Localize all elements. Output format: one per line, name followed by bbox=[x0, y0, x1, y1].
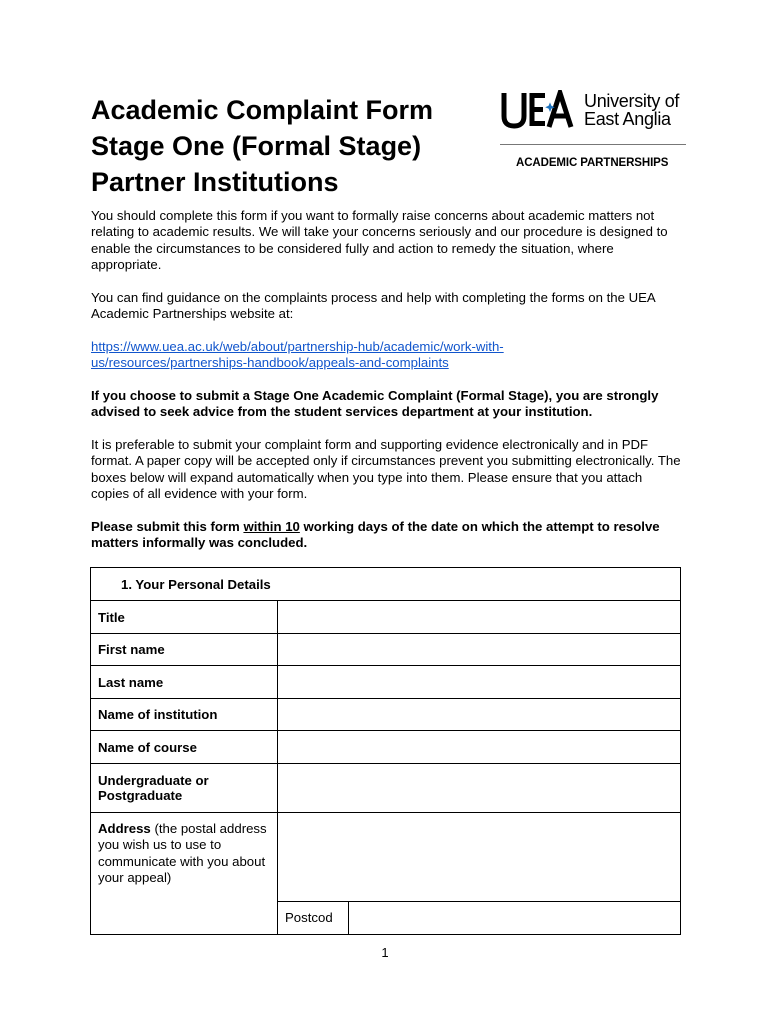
title-label: Title bbox=[91, 601, 278, 634]
last-name-label: Last name bbox=[91, 666, 278, 699]
deadline-emphasis: within 10 bbox=[243, 519, 300, 534]
address-field[interactable] bbox=[278, 813, 681, 902]
guidance-paragraph: You can find guidance on the complaints process and help with completing the forms on the UEA Academic Partnerships website at: bbox=[91, 290, 655, 322]
title-line-3: Partner Institutions bbox=[91, 167, 339, 197]
logo-subtitle: ACADEMIC PARTNERSHIPS bbox=[516, 157, 669, 169]
title-line-1: Academic Complaint Form bbox=[91, 95, 434, 125]
course-label: Name of course bbox=[91, 731, 278, 764]
title-field[interactable] bbox=[278, 601, 681, 634]
level-field[interactable] bbox=[278, 764, 681, 813]
guidance-link-block bbox=[91, 339, 681, 372]
first-name-label: First name bbox=[91, 634, 278, 666]
address-label: Address (the postal address you wish us to use to communicate with you about your appeal) bbox=[91, 813, 278, 935]
course-field[interactable] bbox=[278, 731, 681, 764]
deadline-paragraph: Please submit this form within 10 working days of the date on which the attempt to resolve matters informally was concluded. bbox=[91, 519, 660, 551]
institution-label: Name of institution bbox=[91, 699, 278, 731]
intro-paragraph: You should complete this form if you want to formally raise concerns about academic matters not relating to academic results. We will take your concerns seriously and our procedure is designed to enable the circumstances to be considered fully and action to remedy the situation, where appropriate. bbox=[91, 208, 668, 272]
title-line-2: Stage One (Formal Stage) bbox=[91, 131, 422, 161]
postcode-label: Postcod bbox=[278, 901, 349, 934]
advice-paragraph: If you choose to submit a Stage One Academic Complaint (Formal Stage), you are strongly advised to seek advice from the student services department at your institution. bbox=[91, 388, 659, 420]
guidance-link[interactable]: https://www.uea.ac.uk/web/about/partnership-hub/academic/work-with- us/resources/partnerships-handbook/appeals-and-complaints bbox=[91, 339, 504, 371]
university-name: University of East Anglia bbox=[584, 91, 680, 129]
submission-paragraph: It is preferable to submit your complaint form and supporting evidence electronically and in PDF format. A paper copy will be accepted only if circumstances prevent you submitting electronically. The boxes below will expand automatically when you type into them. Please ensure that you attach copies of all evidence with your form. bbox=[91, 437, 681, 501]
logo-divider bbox=[500, 144, 686, 145]
section-heading: 1. Your Personal Details bbox=[91, 568, 681, 601]
page-title bbox=[91, 92, 491, 200]
page-number: 1 bbox=[381, 945, 389, 960]
first-name-field[interactable] bbox=[278, 634, 681, 666]
level-label: Undergraduate or Postgraduate bbox=[91, 764, 278, 813]
last-name-field[interactable] bbox=[278, 666, 681, 699]
personal-details-table bbox=[90, 567, 681, 935]
uea-mark-icon bbox=[500, 90, 580, 130]
postcode-field[interactable] bbox=[349, 901, 681, 934]
uea-logo bbox=[500, 90, 690, 169]
institution-field[interactable] bbox=[278, 699, 681, 731]
